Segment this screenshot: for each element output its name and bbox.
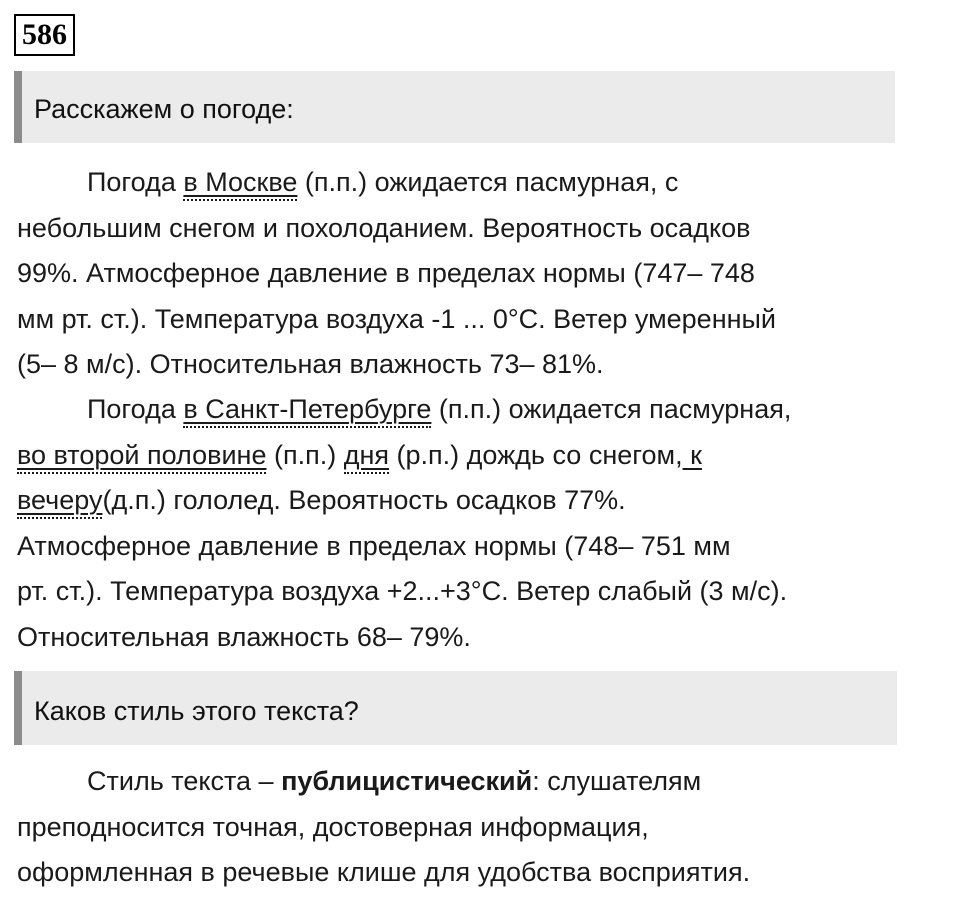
text-line: Стиль текста – публицистический: слушателям	[87, 766, 702, 796]
text-line: вечеру(д.п.) гололед. Вероятность осадков 77%.	[17, 478, 927, 524]
text-line: во второй половине (п.п.) дня (р.п.) дождь со снегом, к	[17, 433, 927, 479]
text-line: рт. ст.). Температура воздуха +2...+3°С. Ветер слабый (3 м/с).	[17, 576, 788, 606]
task-number: 586	[14, 14, 75, 56]
text-line: небольшим снегом и похолоданием. Вероятность осадков	[17, 212, 751, 243]
text-line: 99%. Атмосферное давление в пределах нормы (747– 748	[17, 258, 755, 288]
question-box-weather	[14, 71, 895, 143]
question-text: Каков стиль этого текста?	[34, 696, 359, 726]
text-line: мм рт. ст.). Температура воздуха -1 ... 0°С. Ветер умеренный	[17, 303, 777, 334]
text-line: Погода в Москве (п.п.) ожидается пасмурная, с	[17, 160, 927, 206]
underlined-word: вечеру	[17, 485, 102, 519]
question-text: Расскажем о погоде:	[34, 94, 294, 124]
underlined-phrase: в Москве	[183, 167, 297, 201]
answer-paragraph	[17, 759, 927, 896]
question-box-style	[14, 671, 897, 745]
text-line: преподносится точная, достоверная информация,	[17, 811, 649, 842]
text-line: Атмосферное давление в пределах нормы (748– 751 мм	[17, 530, 731, 561]
weather-paragraph-spb	[17, 387, 927, 660]
text-line: Относительная влажность 68– 79%.	[17, 621, 471, 652]
underlined-phrase: во второй половине	[17, 440, 266, 474]
underlined-word: к	[682, 439, 702, 470]
text-line: (5– 8 м/с). Относительная влажность 73– 81%.	[17, 349, 604, 379]
text-line: оформленная в речевые клише для удобства восприятия.	[17, 857, 751, 887]
bold-term: публицистический	[281, 766, 533, 796]
weather-paragraph-moscow	[17, 160, 927, 388]
text-line: Погода в Санкт-Петербурге (п.п.) ожидается пасмурная,	[17, 387, 927, 433]
underlined-phrase: в Санкт-Петербурге	[183, 394, 431, 428]
underlined-word: дня	[344, 440, 389, 474]
